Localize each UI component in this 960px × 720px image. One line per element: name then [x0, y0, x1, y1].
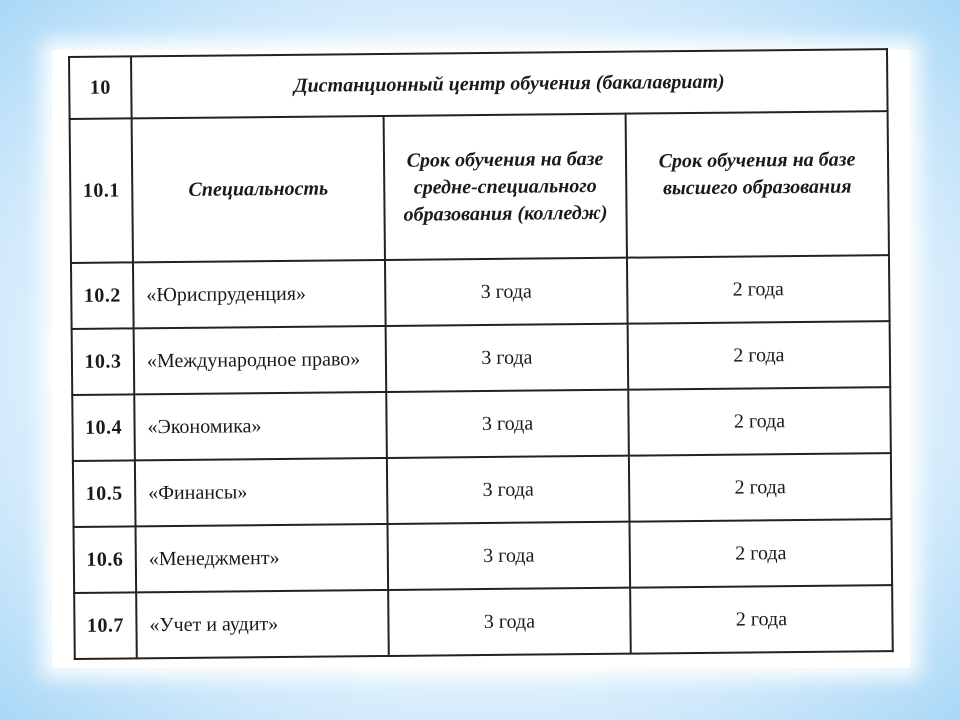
- table-header-row: [70, 111, 889, 263]
- table-title-row: [69, 49, 888, 119]
- title-number: 10: [69, 56, 132, 119]
- table-row: [71, 255, 890, 329]
- programs-table: [68, 48, 894, 660]
- row-number: 10.5: [73, 460, 136, 527]
- row-college-term: 3 года: [386, 390, 629, 458]
- row-specialty: «Менеджмент»: [136, 524, 389, 592]
- row-college-term: 3 года: [388, 522, 631, 590]
- row-specialty: «Финансы»: [135, 458, 388, 526]
- row-specialty: «Юриспруденция»: [133, 260, 386, 328]
- row-number: 10.6: [74, 526, 137, 593]
- row-number: 10.4: [72, 394, 135, 461]
- row-higher-term: 2 года: [629, 519, 892, 588]
- table-row: [72, 387, 891, 461]
- row-higher-term: 2 года: [628, 387, 891, 456]
- table-title: Дистанционный центр обучения (бакалавриат): [131, 49, 888, 118]
- header-college-term: Срок обучения на базе средне-специального образования (колледж): [384, 114, 627, 260]
- row-higher-term: 2 года: [629, 453, 892, 522]
- header-specialty: Специальность: [132, 116, 385, 262]
- table-row: [73, 453, 892, 527]
- header-higher-term: Срок обучения на базе высшего образования: [626, 111, 889, 258]
- table-row: [74, 519, 893, 593]
- row-number: 10.3: [72, 328, 135, 395]
- row-specialty: «Учет и аудит»: [136, 590, 389, 658]
- row-college-term: 3 года: [387, 456, 630, 524]
- row-higher-term: 2 года: [630, 585, 893, 654]
- table-row: [74, 585, 893, 659]
- table-row: [72, 321, 891, 395]
- row-specialty: «Международное право»: [134, 326, 387, 394]
- row-number: 10.7: [74, 592, 137, 659]
- row-college-term: 3 года: [385, 258, 628, 326]
- row-number: 10.2: [71, 262, 134, 329]
- header-number: 10.1: [70, 118, 133, 263]
- row-specialty: «Экономика»: [134, 392, 387, 460]
- row-college-term: 3 года: [386, 324, 629, 392]
- row-higher-term: 2 года: [628, 321, 891, 390]
- row-higher-term: 2 года: [627, 255, 890, 324]
- row-college-term: 3 года: [388, 588, 631, 656]
